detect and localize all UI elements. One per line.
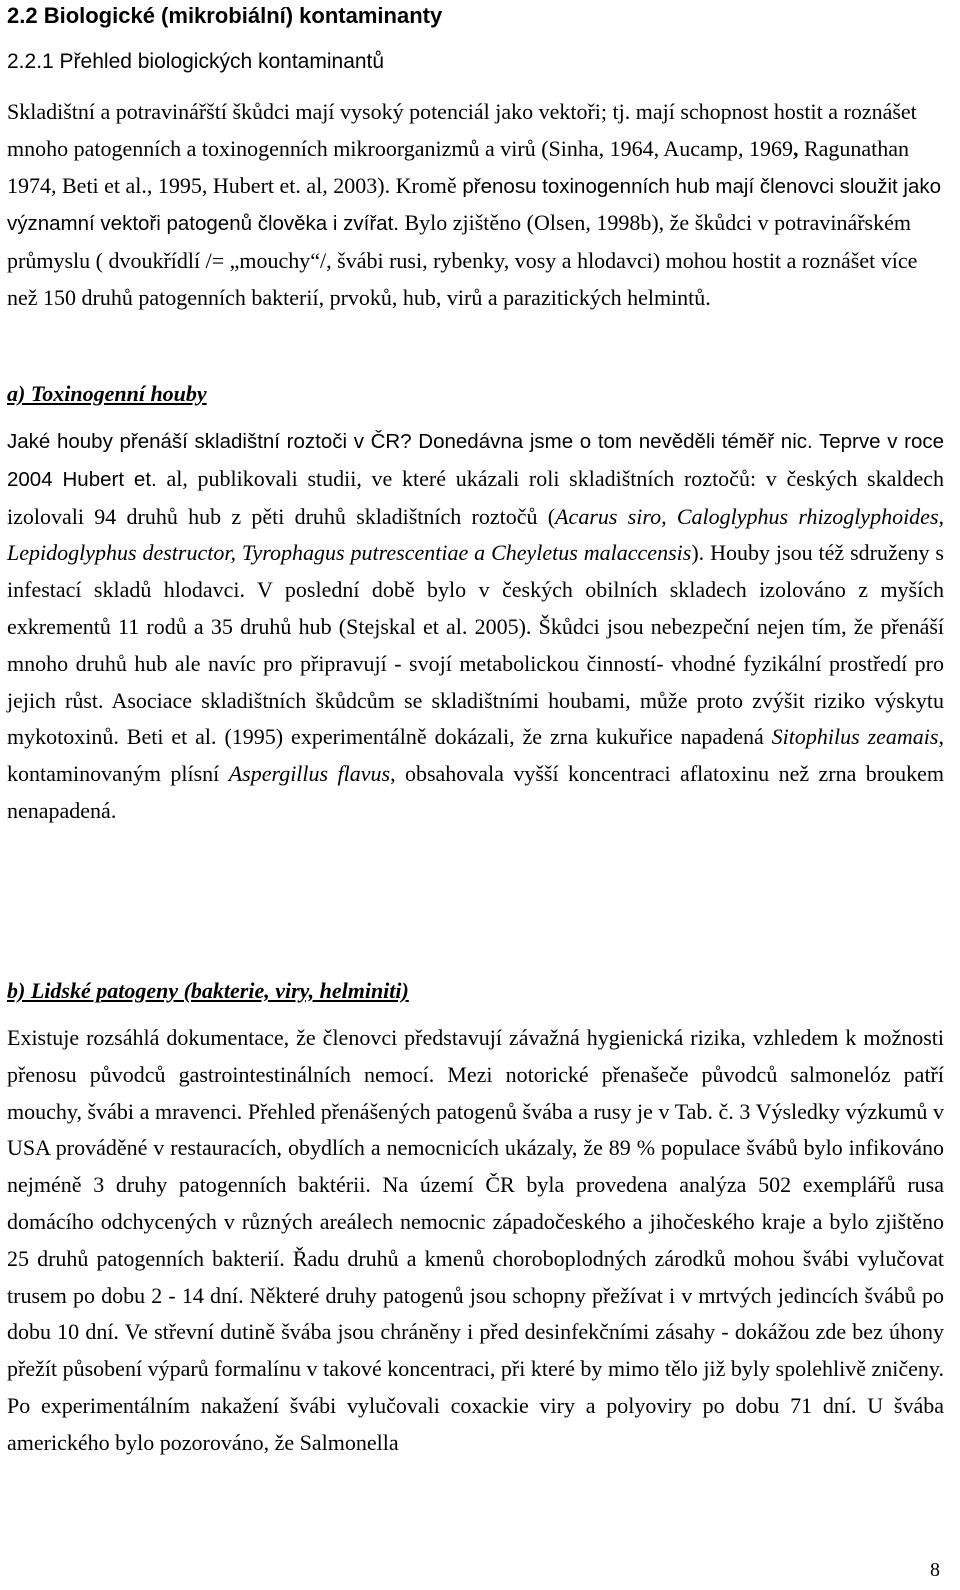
page-number: 8 <box>930 1559 940 1581</box>
section-a-text-7: , kontaminovaným plísní <box>7 724 944 787</box>
intro-text-2: Ragunathan 1974, Beti et al., 1995, Hubert et. al, 2003). Kromě <box>7 135 910 198</box>
section-a-species: Acarus siro, Caloglyphus rhizoglyphoides, Lepidoglyphus destructor, Tyrophagus putrescentiae a Cheyletus malaccensis <box>7 503 945 566</box>
section-b-paragraph: Existuje rozsáhlá dokumentace, že členovci představují závažná hygienická rizika, vzhledem k možnosti přenosu původců gastrointestinálních nemocí. Mezi notorické přenašeče původců salmonelóz patří mouchy, švábi a mravenci. Přehled přenášených patogenů švába a rusy je v Tab. č. 3 Výsledky výzkumů v USA prováděné v restauracích, obydlích a nemocnicích ukázaly, že 89 % populace švábů bylo infikováno nejméně 3 druhy patogenních baktérii. Na území ČR byla provedena analýza 502 exemplářů rusa domácího odchycených v různých areálech nemocnic západočeského a jihočeského kraje a bylo zjištěno 25 druhů patogenních bakterií. Řadu druhů a kmenů choroboplodných zárodků mohou švábi vylučovat trusem po dobu 2 - 14 dní. Některé druhy patogenů jsou schopny přežívat i v mrtvých jedincích švábů po dobu 10 dní. Ve střevní dutině švába jsou chráněny i před desinfekčními zásahy - dokážou zde bez úhony přežít působení výparů formalínu v takové koncentraci, při které by mimo tělo již byly spolehlivě zničeny. Po experimentálním nakažení švábi vylučovali coxackie viry a polyoviry po dobu 71 dní. U švába amerického bylo pozorováno, že Salmonella <box>7 1025 944 1455</box>
intro-paragraph <box>7 94 944 317</box>
section-a-text-1: Jaké houby přenáší skladištní roztoči v ČR? Donedávna jsme o tom nevěděli téměř nic. Teprve v roce 2004 Hubert et. <box>7 430 944 491</box>
intro-text-1: Skladištní a potravinářští škůdci mají vysoký potenciál jako vektoři; tj. mají schopnost hostit a roznášet mnoho patogenních a toxinogenních mikroorganizmů a virů (Sinha, 1964, Aucamp, 1969 <box>7 99 917 161</box>
section-a-text-4: Škůdci jsou nebezpeční nejen tím, že přenáší mnoho druhů hub ale navíc pro připravují - svojí metabolickou činností- vhodné fyzikální prostředí pro jejich růst. <box>7 613 945 713</box>
section-a-text-3: ). Houby jsou též sdruženy s infestací skladů hlodavci. V poslední době bylo v českých obilních skladech izolováno z myších exkrementů 11 rodů a 35 druhů hub (Stejskal et al. 2005). <box>7 540 944 639</box>
section-a-sitophilus: Sitophilus zeamais <box>771 724 939 750</box>
section-a-text-8: , obsahovala vyšší koncentraci aflatoxinu než zrna broukem nenapadená. <box>7 761 944 823</box>
section-a-aspergillus: Aspergillus flavus <box>228 761 391 787</box>
section-a-text-6: Beti et al. (1995) experimentálně dokázali, že zrna kukuřice napadená <box>118 724 772 750</box>
intro-text-4: Bylo zjištěno (Olsen, 1998b), že škůdci v potravinářském průmyslu ( dvoukřídlí /= „mouchy“/, švábi rusi, rybenky, vosy a hlodavci) mohou hostit a roznášet více než 150 druhů patogenních bakterií, prvoků, hub, virů a parazitických helmintů. <box>7 210 918 310</box>
section-a-text-2: al, publikovali studii, ve které ukázali roli skladištních roztočů: v českých skaldech izolovali 94 druhů hub z pěti druhů skladištních roztočů ( <box>7 465 944 529</box>
section-b-title: b) Lidské patogeny (bakterie, viry, helminiti) <box>7 978 409 1003</box>
section-a-text-5: Asociace skladištních škůdcům se skladištními houbami, může proto zvýšit riziko výskytu mykotoxinů. <box>7 687 944 750</box>
section-a-title: a) Toxinogenní houby <box>7 381 207 406</box>
section-a-paragraph <box>7 423 944 830</box>
intro-text-3: přenosu toxinogenních hub mají členovci sloužit jako významní vektoři patogenů člověka i zvířat. <box>7 174 941 236</box>
section-heading: 2.2 Biologické (mikrobiální) kontaminanty <box>7 3 443 28</box>
subsection-heading: 2.2.1 Přehled biologických kontaminantů <box>7 50 385 73</box>
intro-bold-comma: , <box>792 135 799 161</box>
